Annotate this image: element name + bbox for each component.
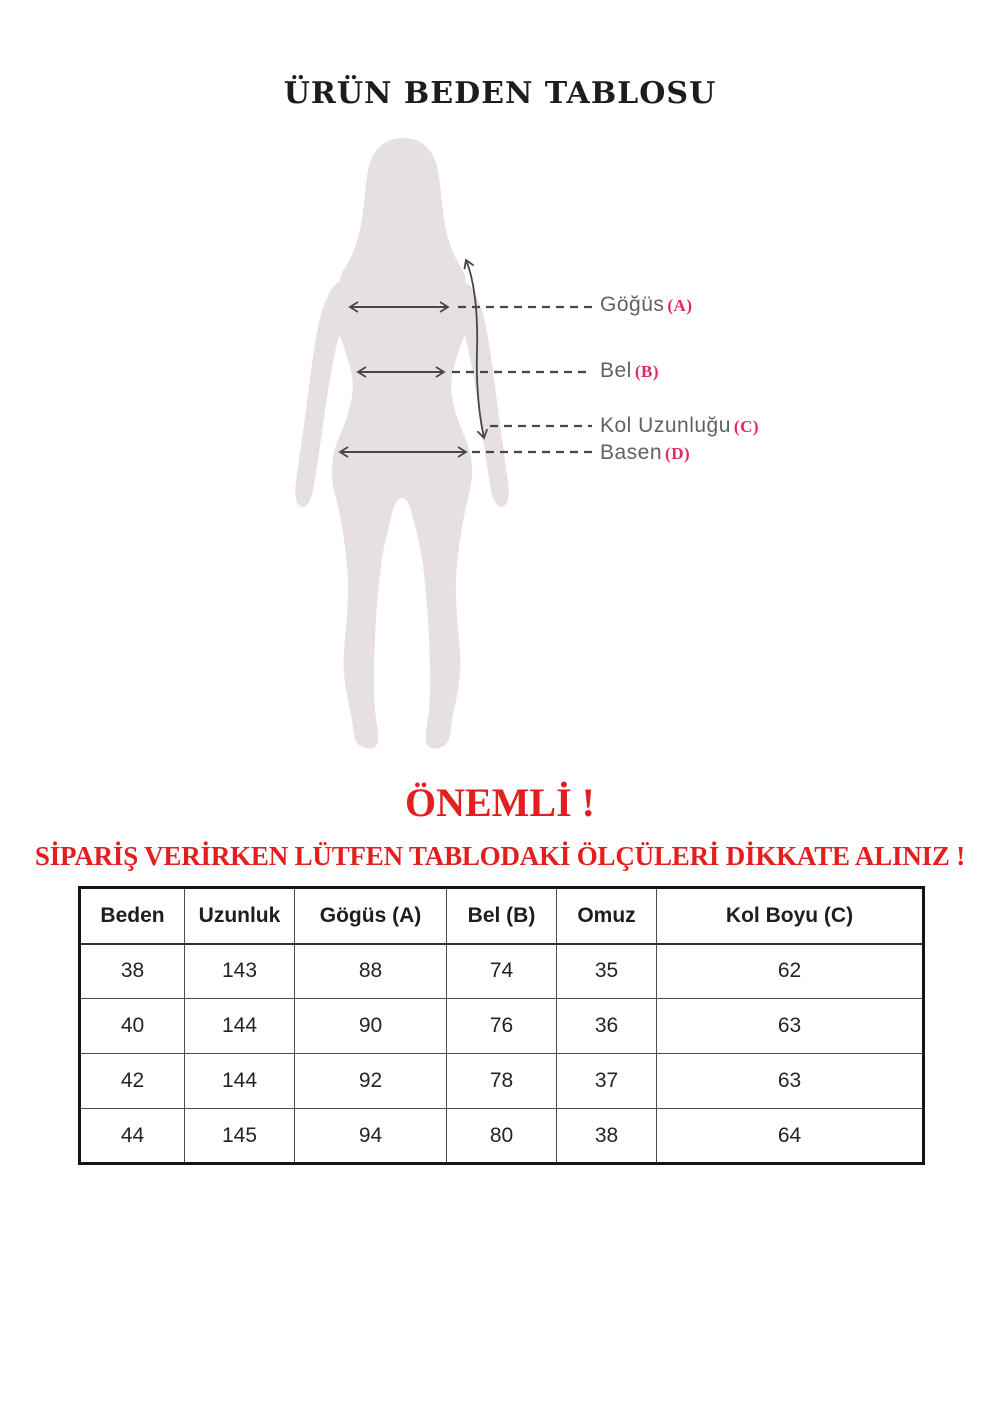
measure-label-waist [600, 359, 659, 384]
female-silhouette-body [328, 266, 477, 749]
measure-label-arm-length [600, 414, 759, 439]
table-cell: 74 [447, 944, 557, 999]
table-cell: 90 [295, 999, 447, 1054]
table-cell: 42 [80, 1054, 185, 1109]
body-measurement-diagram [280, 130, 600, 770]
measure-letter: (A) [667, 296, 693, 315]
table-cell: 144 [185, 999, 295, 1054]
measure-label-text: Basen [600, 441, 663, 464]
table-cell: 40 [80, 999, 185, 1054]
table-cell: 94 [295, 1109, 447, 1164]
table-cell: 76 [447, 999, 557, 1054]
table-cell: 36 [557, 999, 657, 1054]
col-header-beden: Beden [80, 888, 185, 944]
table-cell: 92 [295, 1054, 447, 1109]
col-header-kol-boyu: Kol Boyu (C) [657, 888, 924, 944]
table-cell: 37 [557, 1054, 657, 1109]
table-cell: 63 [657, 999, 924, 1054]
table-cell: 64 [657, 1109, 924, 1164]
table-row [80, 999, 924, 1054]
table-cell: 35 [557, 944, 657, 999]
size-table [78, 886, 925, 1165]
table-cell: 145 [185, 1109, 295, 1164]
table-cell: 62 [657, 944, 924, 999]
table-cell: 38 [557, 1109, 657, 1164]
measure-letter: (C) [733, 417, 760, 436]
table-header-row [80, 888, 924, 944]
col-header-uzunluk: Uzunluk [185, 888, 295, 944]
measure-label-text: Bel [600, 359, 632, 382]
table-cell: 38 [80, 944, 185, 999]
col-header-omuz: Omuz [557, 888, 657, 944]
table-row [80, 944, 924, 999]
table-cell: 143 [185, 944, 295, 999]
table-cell: 44 [80, 1109, 185, 1164]
important-heading: ÖNEMLİ ! [405, 780, 595, 825]
table-row [80, 1109, 924, 1164]
table-cell: 63 [657, 1054, 924, 1109]
measure-label-chest [600, 293, 692, 318]
table-row [80, 1054, 924, 1109]
table-cell: 78 [447, 1054, 557, 1109]
page-title: ÜRÜN BEDEN TABLOSU [283, 76, 717, 111]
table-cell: 80 [447, 1109, 557, 1164]
measure-label-text: Göğüs [600, 293, 665, 316]
measure-label-text: Kol Uzunluğu [600, 414, 731, 437]
table-cell: 88 [295, 944, 447, 999]
warning-message: SİPARİŞ VERİRKEN LÜTFEN TABLODAKİ ÖLÇÜLERİ DİKKATE ALINIZ ! [34, 841, 966, 871]
col-header-gogus: Gögüs (A) [295, 888, 447, 944]
measure-letter: (D) [665, 444, 691, 463]
table-cell: 144 [185, 1054, 295, 1109]
col-header-bel: Bel (B) [447, 888, 557, 944]
measure-letter: (B) [634, 362, 660, 381]
measure-label-hip [600, 441, 690, 466]
